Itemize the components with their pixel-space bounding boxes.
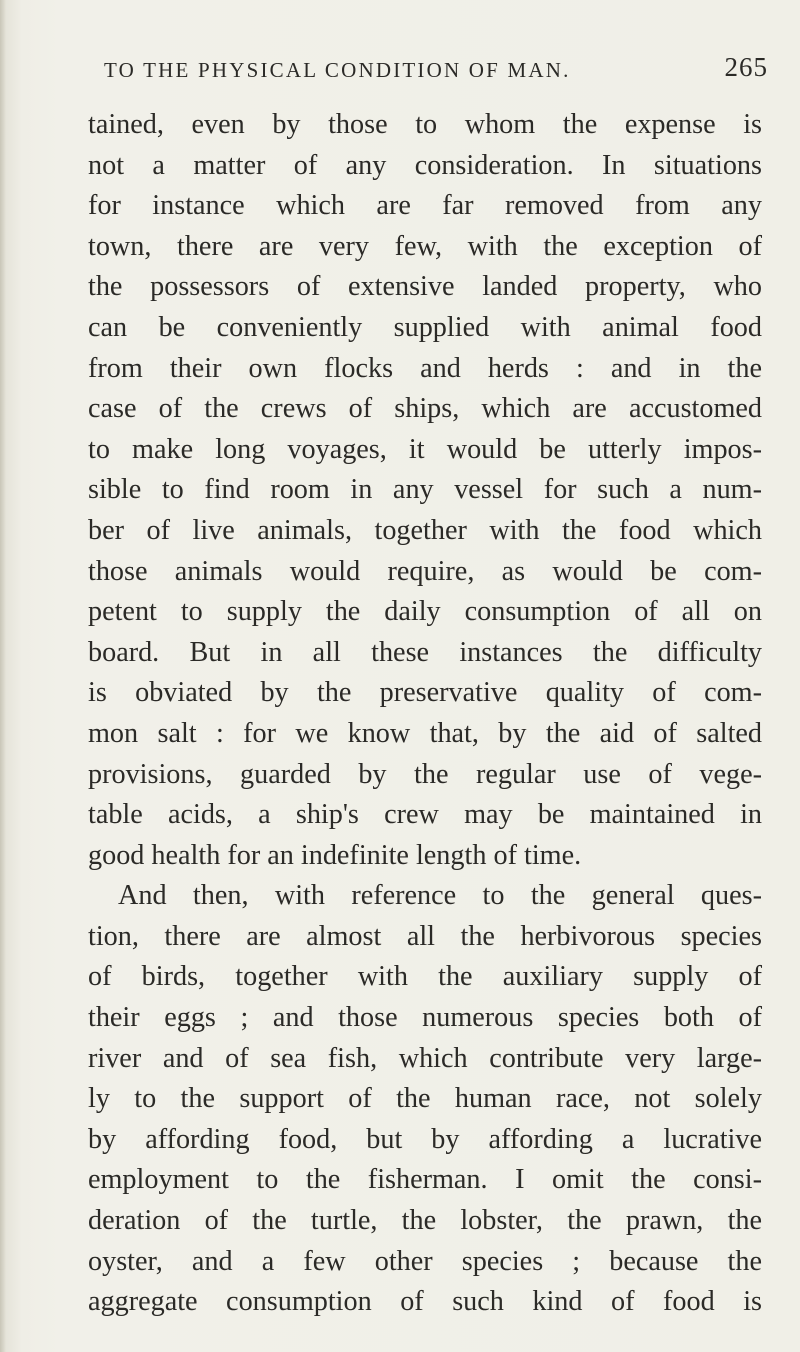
text-line: to make long voyages, it would be utterly impos- <box>88 433 762 465</box>
running-title: TO THE PHYSICAL CONDITION OF MAN. <box>104 58 571 82</box>
text-line: case of the crews of ships, which are accustomed <box>88 393 762 425</box>
text-line: town, there are very few, with the exception of <box>88 230 762 262</box>
text-line: by affording food, but by affording a lucrative <box>88 1123 762 1155</box>
text-line: oyster, and a few other species ; because the <box>88 1245 762 1277</box>
running-head <box>92 52 772 92</box>
paragraph-start-line: And then, with reference to the general ques- <box>118 880 762 912</box>
text-line: petent to supply the daily consumption of all on <box>88 596 762 628</box>
text-line: the possessors of extensive landed property, who <box>88 271 762 303</box>
text-line: from their own flocks and herds : and in the <box>88 352 762 384</box>
text-line: aggregate consumption of such kind of food is <box>88 1286 762 1318</box>
body-text <box>88 105 762 1323</box>
text-line: employment to the fisherman. I omit the consi- <box>88 1164 762 1196</box>
text-line: ber of live animals, together with the food which <box>88 514 762 546</box>
page-number: 265 <box>724 52 768 82</box>
text-line: provisions, guarded by the regular use of vege- <box>88 758 762 790</box>
text-line: can be conveniently supplied with animal food <box>88 311 762 343</box>
text-line: for instance which are far removed from any <box>88 190 762 222</box>
text-line: is obviated by the preservative quality of com- <box>88 677 762 709</box>
text-line: of birds, together with the auxiliary supply of <box>88 961 762 993</box>
gutter-shadow <box>0 0 6 1352</box>
text-line: their eggs ; and those numerous species both of <box>88 1002 762 1034</box>
text-line: tained, even by those to whom the expense is <box>88 109 762 140</box>
text-line: good health for an indefinite length of time. <box>88 839 582 871</box>
text-line: ly to the support of the human race, not solely <box>88 1083 762 1115</box>
text-line: river and of sea fish, which contribute very large- <box>88 1042 762 1074</box>
text-line: deration of the turtle, the lobster, the prawn, the <box>88 1205 762 1237</box>
text-line: tion, there are almost all the herbivorous species <box>88 920 762 952</box>
text-line: board. But in all these instances the difficulty <box>88 636 762 668</box>
text-line: not a matter of any consideration. In situations <box>88 149 762 181</box>
text-line: table acids, a ship's crew may be maintained in <box>88 799 762 831</box>
text-line: those animals would require, as would be com- <box>88 555 762 587</box>
text-line: sible to find room in any vessel for such a num- <box>88 474 762 506</box>
text-line: mon salt : for we know that, by the aid of salted <box>88 717 762 749</box>
